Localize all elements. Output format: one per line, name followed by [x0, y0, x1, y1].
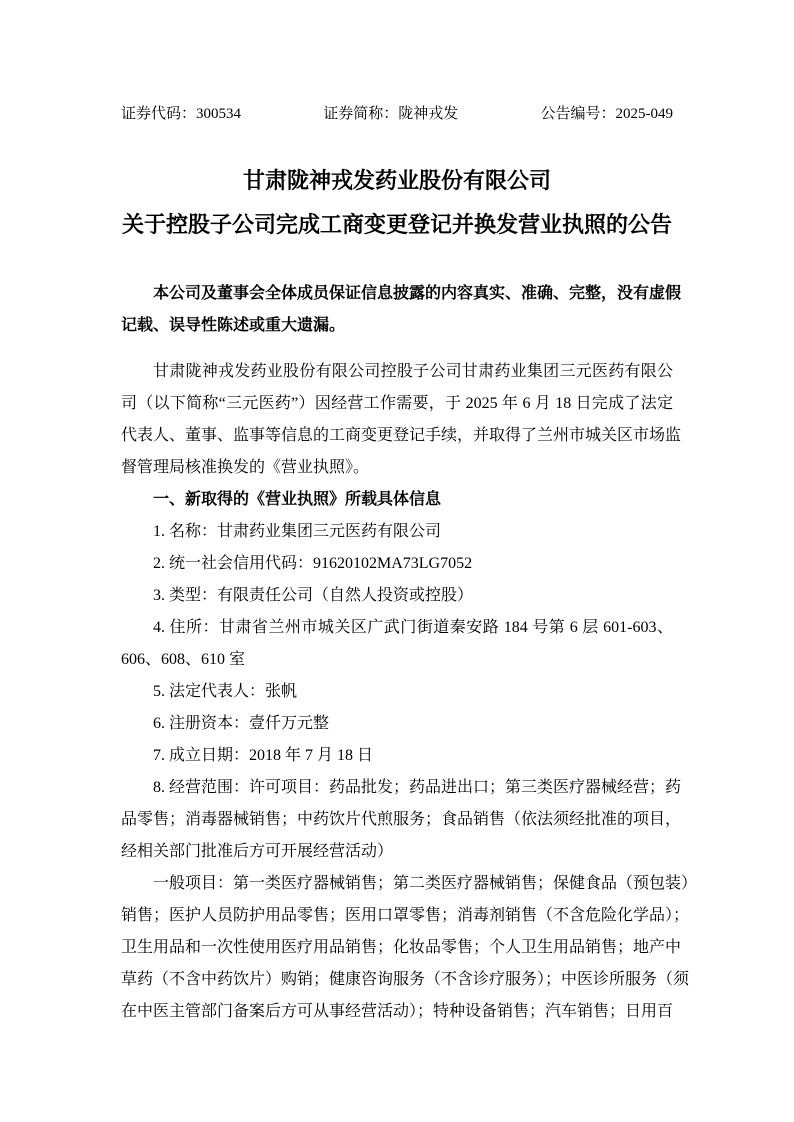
- item-business-scope-general: [121, 868, 698, 1028]
- text-line: 4. 住所：甘肃省兰州市城关区广武门街道秦安路 184 号第 6 层 601-603、: [153, 619, 673, 636]
- text-line: 6. 注册资本：壹仟万元整: [153, 715, 330, 732]
- stock-code: 证券代码：300534: [121, 106, 242, 122]
- item-company-name: [121, 516, 673, 548]
- section-heading: [121, 484, 673, 516]
- text-line: 3. 类型：有限责任公司（自然人投资或控股）: [153, 587, 474, 604]
- item-registered-capital: [121, 708, 673, 740]
- item-establishment-date: [121, 740, 673, 772]
- announcement-number: 公告编号：2025-049: [540, 106, 673, 122]
- text-line: 督管理局核准换发的《营业执照》。: [121, 459, 370, 476]
- text-line: 销售；医护人员防护用品零售；医用口罩零售；消毒剂销售（不含危险化学品）；: [121, 907, 690, 924]
- text-line: 本公司及董事会全体成员保证信息披露的内容真实、准确、完整，没有虚假: [153, 285, 682, 302]
- item-business-scope-licensed: [121, 772, 682, 868]
- text-line: 5. 法定代表人：张帆: [153, 683, 298, 700]
- document-body: [121, 278, 698, 1028]
- text-line: 在中医主管部门备案后方可从事经营活动）；特种设备销售；汽车销售；日用百: [121, 1003, 674, 1020]
- text-line: 司（以下简称“三元医药”）因经营工作需要，于 2025 年 6 月 18 日完成了法定: [121, 395, 673, 412]
- text-line: 甘肃陇神戎发药业股份有限公司控股子公司甘肃药业集团三元医药有限公: [153, 363, 673, 380]
- text-line: 606、608、610 室: [121, 651, 246, 668]
- document-header: [121, 104, 673, 124]
- stock-short-name: 证券简称：陇神戎发: [323, 106, 459, 122]
- announcement-title: 关于控股子公司完成工商变更登记并换发营业执照的公告: [121, 212, 672, 237]
- company-title: 甘肃陇神戎发药业股份有限公司: [242, 168, 551, 193]
- text-line: 草药（不含中药饮片）购销；健康咨询服务（不含诊疗服务）；中医诊所服务（须: [121, 971, 690, 988]
- text-line: 卫生用品和一次性使用医疗用品销售；化妆品零售；个人卫生用品销售；地产中: [121, 939, 682, 956]
- text-line: 7. 成立日期：2018 年 7 月 18 日: [153, 747, 374, 764]
- text-line: 品零售；消毒器械销售；中药饮片代煎服务；食品销售（依法须经批准的项目，: [121, 811, 682, 828]
- change-registration-paragraph: [121, 356, 682, 484]
- text-line: 一、新取得的《营业执照》所载具体信息: [153, 491, 442, 508]
- text-line: 一般项目：第一类医疗器械销售；第二类医疗器械销售；保健食品（预包装）: [153, 875, 698, 892]
- text-line: 代表人、董事、监事等信息的工商变更登记手续，并取得了兰州市城关区市场监: [121, 427, 682, 444]
- text-line: 2. 统一社会信用代码：91620102MA73LG7052: [153, 555, 473, 572]
- item-address: [121, 612, 673, 676]
- item-credit-code: [121, 548, 673, 580]
- item-company-type: [121, 580, 673, 612]
- text-line: 1. 名称：甘肃药业集团三元医药有限公司: [153, 523, 442, 540]
- text-line: 记载、误导性陈述或重大遗漏。: [121, 317, 346, 334]
- text-line: 8. 经营范围：许可项目：药品批发；药品进出口；第三类医疗器械经营；药: [153, 779, 682, 796]
- item-legal-representative: [121, 676, 673, 708]
- disclaimer-paragraph: [121, 278, 682, 342]
- text-line: 经相关部门批准后方可开展经营活动）: [121, 843, 394, 860]
